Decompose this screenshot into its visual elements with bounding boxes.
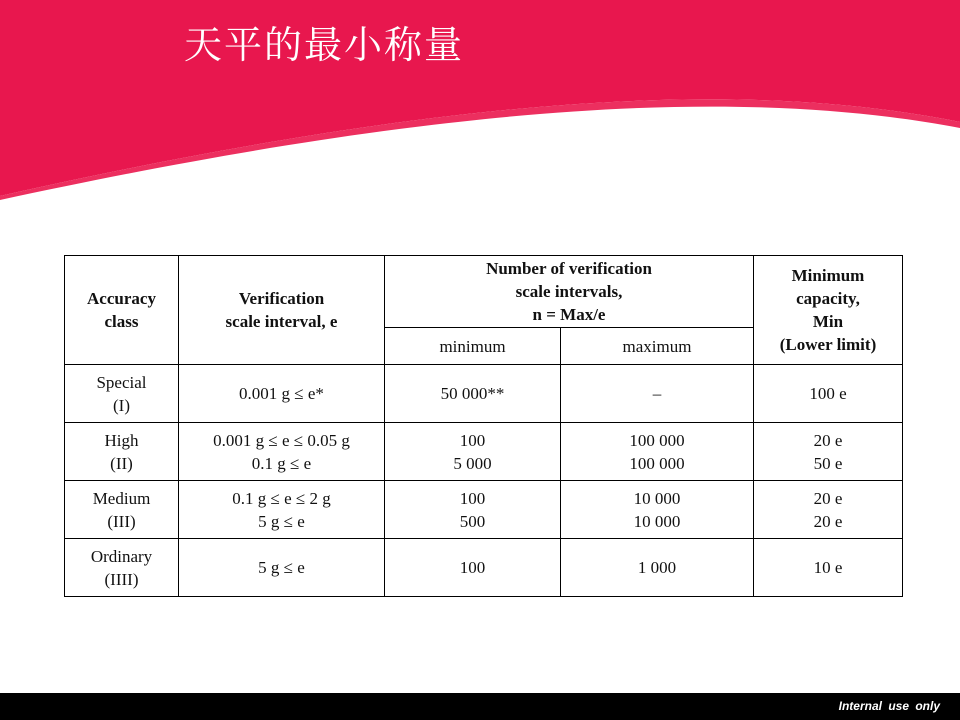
table-row bbox=[65, 539, 903, 597]
cell-line: 500 bbox=[459, 511, 486, 531]
cell-line: Special bbox=[96, 372, 147, 392]
cell-line: (III) bbox=[107, 511, 136, 531]
cell-line: (I) bbox=[113, 395, 130, 415]
accuracy-class-table bbox=[64, 255, 902, 597]
header-line: Minimum bbox=[791, 266, 865, 285]
footer-bar bbox=[0, 693, 960, 720]
cell-interval bbox=[179, 365, 385, 423]
cell-minimum bbox=[385, 539, 561, 597]
header-maximum: maximum bbox=[561, 328, 754, 365]
cell-interval bbox=[179, 481, 385, 539]
cell-line: Ordinary bbox=[90, 546, 153, 566]
header-line: scale interval, e bbox=[225, 312, 338, 331]
cell-class bbox=[65, 365, 179, 423]
header-line: (Lower limit) bbox=[779, 335, 877, 354]
table-row bbox=[65, 423, 903, 481]
header-line: n = Max/e bbox=[532, 305, 606, 324]
cell-line: (II) bbox=[110, 453, 133, 473]
cell-line: 5 000 bbox=[453, 453, 492, 473]
cell-minimum bbox=[385, 365, 561, 423]
cell-line: – bbox=[652, 384, 662, 403]
header-minimum: minimum bbox=[385, 328, 561, 365]
cell-maximum bbox=[561, 423, 754, 481]
cell-minimum bbox=[385, 481, 561, 539]
cell-capacity bbox=[754, 365, 903, 423]
cell-maximum bbox=[561, 539, 754, 597]
cell-capacity bbox=[754, 423, 903, 481]
cell-line: 0.001 g ≤ e ≤ 0.05 g bbox=[213, 430, 350, 450]
cell-line: 10 e bbox=[813, 558, 843, 577]
header-verification-interval bbox=[179, 256, 385, 365]
cell-line: (IIII) bbox=[104, 569, 139, 589]
cell-maximum bbox=[561, 365, 754, 423]
cell-interval bbox=[179, 423, 385, 481]
cell-class bbox=[65, 423, 179, 481]
cell-line: 20 e bbox=[813, 488, 843, 508]
cell-line: 100 e bbox=[809, 384, 847, 403]
cell-line: 100 bbox=[459, 430, 486, 450]
header-line: capacity, bbox=[796, 289, 860, 308]
header-line: Verification bbox=[238, 289, 325, 308]
cell-line: 20 e bbox=[813, 511, 843, 531]
header-line: Number of verification bbox=[486, 259, 652, 278]
cell-line: 10 000 bbox=[633, 511, 681, 531]
slide-title: 天平的最小称量 bbox=[184, 23, 465, 67]
cell-class bbox=[65, 481, 179, 539]
cell-minimum bbox=[385, 423, 561, 481]
cell-line: 20 e bbox=[813, 430, 843, 450]
cell-capacity bbox=[754, 539, 903, 597]
cell-line: 5 g ≤ e bbox=[258, 511, 305, 531]
header-number-of-intervals bbox=[385, 256, 754, 328]
table-row bbox=[65, 365, 903, 423]
cell-line: 1 000 bbox=[637, 558, 677, 577]
header-accuracy-class bbox=[65, 256, 179, 365]
header-banner bbox=[0, 0, 960, 200]
header-line: class bbox=[104, 312, 139, 331]
cell-line: 100 bbox=[459, 558, 486, 577]
cell-line: 50 e bbox=[813, 453, 843, 473]
cell-line: 5 g ≤ e bbox=[258, 558, 305, 577]
cell-class bbox=[65, 539, 179, 597]
header-line: Accuracy bbox=[87, 289, 156, 308]
cell-line: 100 bbox=[459, 488, 486, 508]
table-row bbox=[65, 481, 903, 539]
header-line: Min bbox=[812, 312, 844, 331]
cell-line: 50 000** bbox=[440, 384, 505, 403]
cell-line: 0.001 g ≤ e* bbox=[239, 384, 324, 403]
cell-line: 10 000 bbox=[633, 488, 681, 508]
cell-capacity bbox=[754, 481, 903, 539]
cell-line: 0.1 g ≤ e bbox=[251, 453, 312, 473]
cell-line: 0.1 g ≤ e ≤ 2 g bbox=[232, 488, 331, 508]
spec-table bbox=[64, 255, 903, 597]
cell-line: Medium bbox=[92, 488, 151, 508]
header-minimum-capacity bbox=[754, 256, 903, 365]
footer-note: Internal use only bbox=[838, 699, 940, 713]
cell-line: High bbox=[104, 430, 139, 450]
header-line: scale intervals, bbox=[515, 282, 623, 301]
cell-interval bbox=[179, 539, 385, 597]
cell-maximum bbox=[561, 481, 754, 539]
cell-line: 100 000 bbox=[629, 430, 685, 450]
cell-line: 100 000 bbox=[629, 453, 685, 473]
